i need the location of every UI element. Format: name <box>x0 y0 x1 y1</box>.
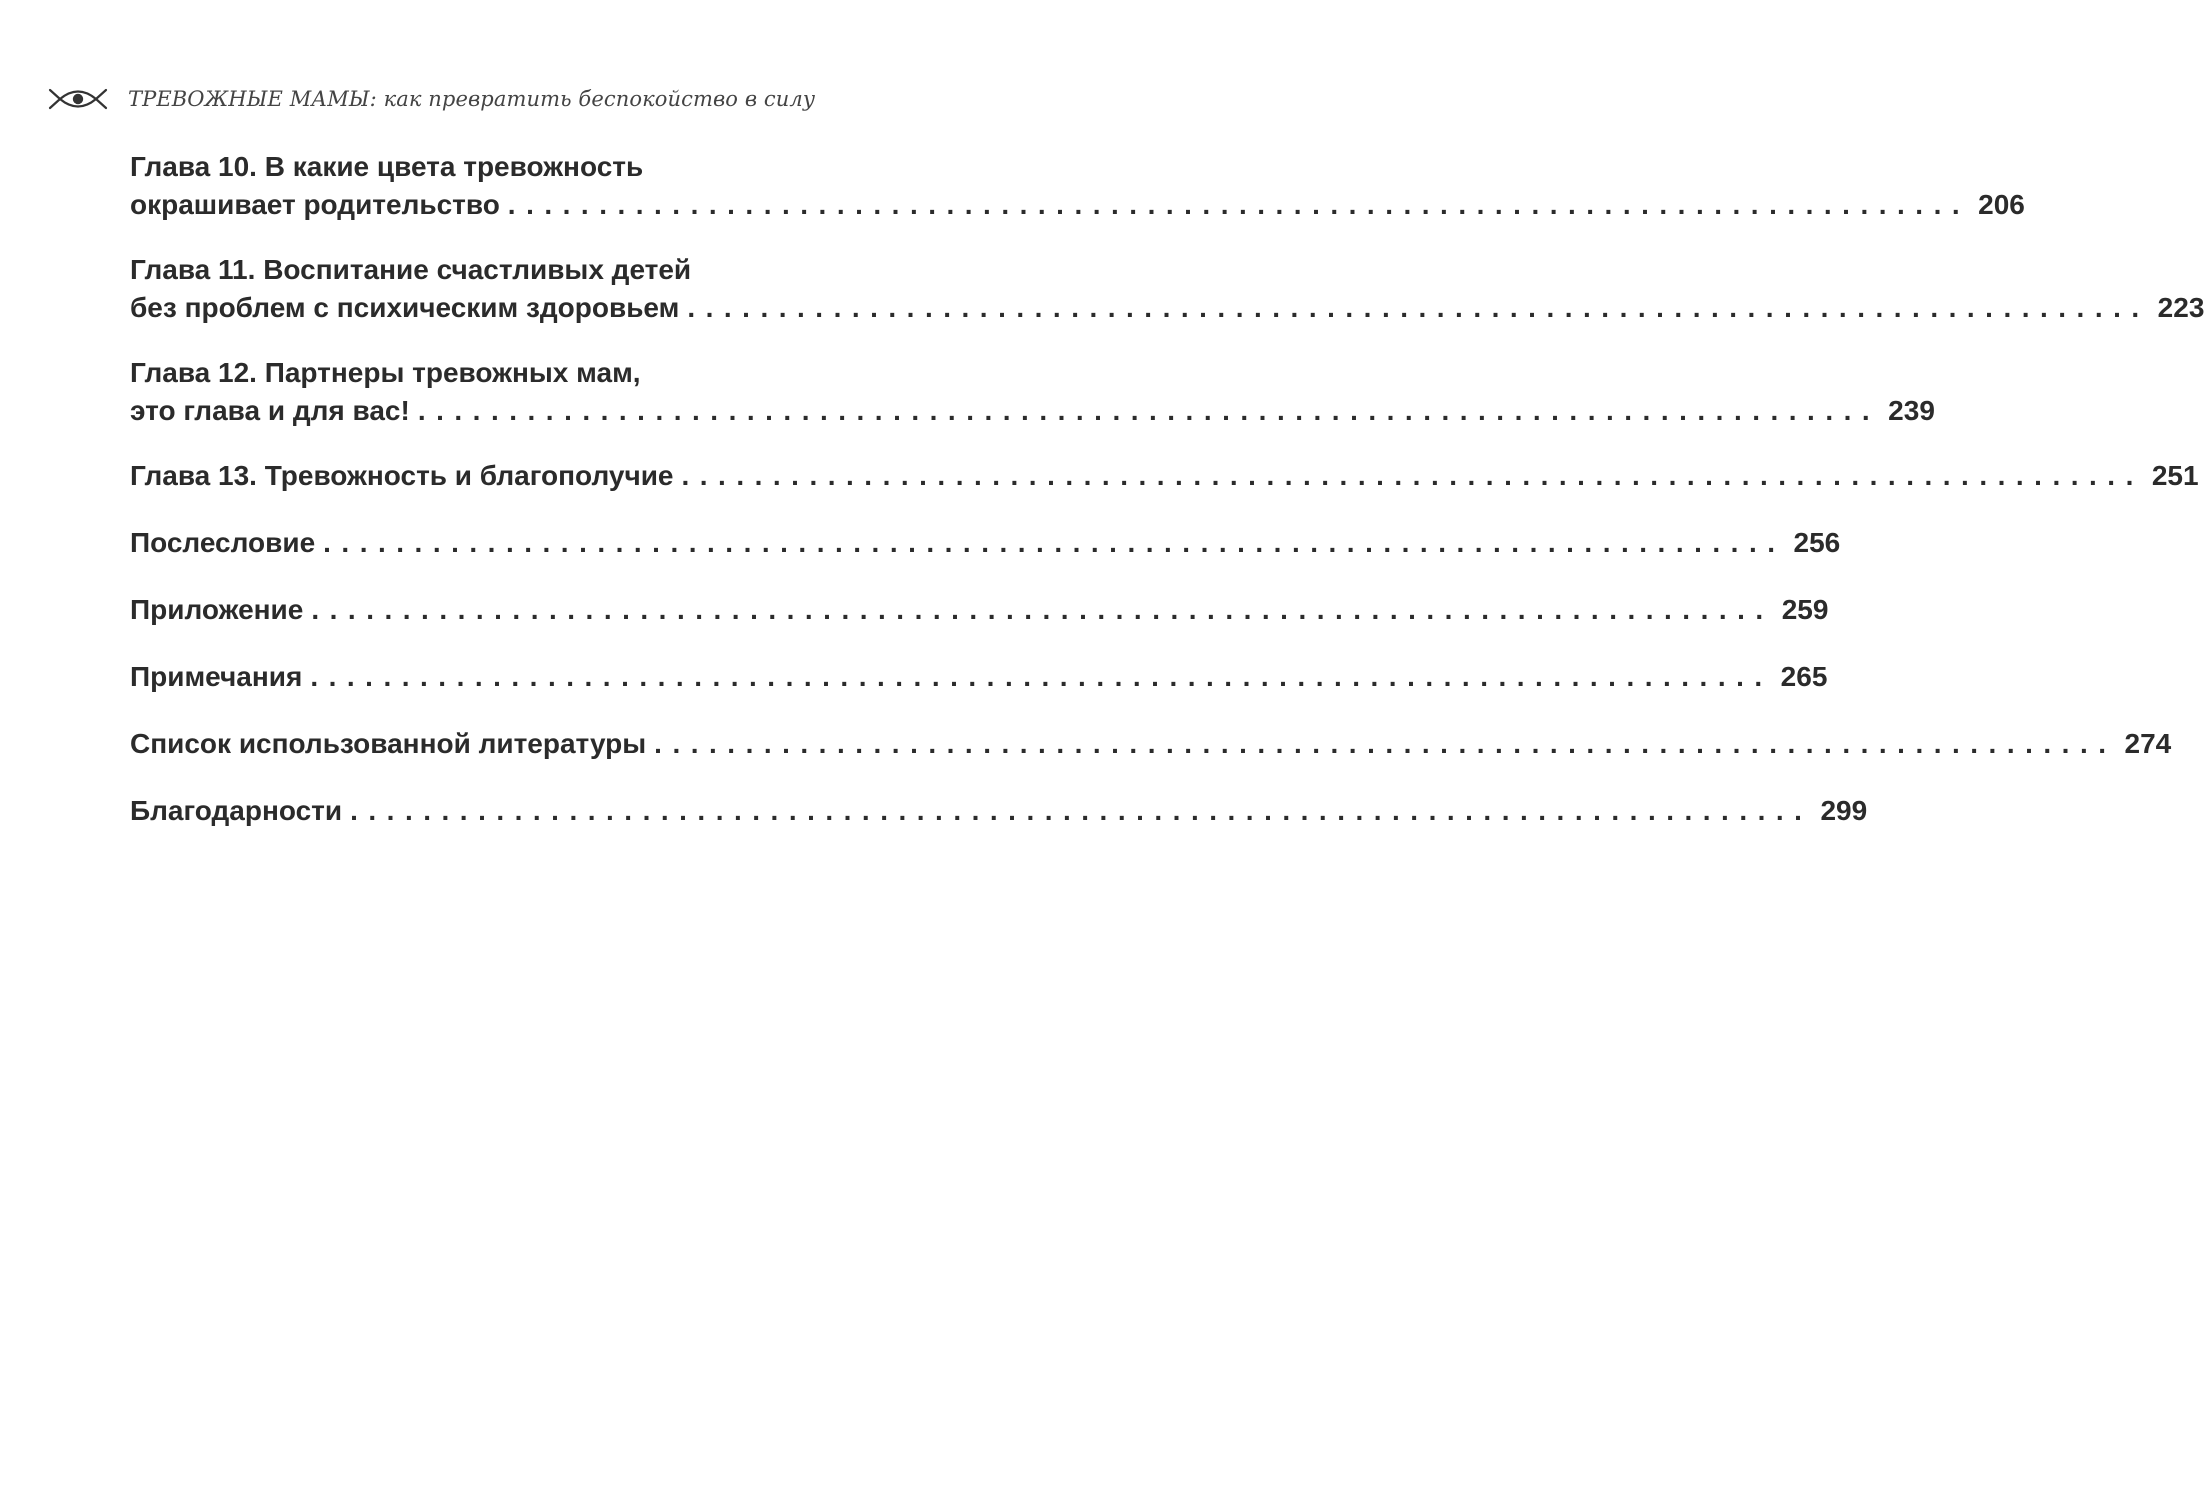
dot-leader: ................................................................................ <box>311 594 1774 625</box>
toc-entry-title-line1: Глава 11. Воспитание счастливых детей <box>130 254 692 285</box>
toc-entry-title: Приложение <box>130 594 304 625</box>
dot-leader: ................................................................................ <box>310 661 1773 692</box>
toc-entry-page: 256 <box>1793 527 1841 558</box>
toc-entry-title: Список использованной литературы <box>130 728 647 759</box>
toc-entry <box>130 148 2025 224</box>
toc-entry <box>130 658 1828 696</box>
dot-leader: ................................................................................ <box>687 292 2150 323</box>
running-header <box>48 84 815 114</box>
table-of-contents <box>130 148 2204 859</box>
toc-entry-title: Послесловие <box>130 527 316 558</box>
toc-entry-page: 251 <box>2151 460 2199 491</box>
toc-entry-page: 259 <box>1781 594 1829 625</box>
toc-entry-page: 274 <box>2124 728 2172 759</box>
dot-leader: ................................................................................ <box>350 795 1813 826</box>
toc-entry <box>130 725 2172 763</box>
toc-entry-page: 223 <box>2157 292 2204 323</box>
toc-entry <box>130 457 2199 495</box>
toc-entry-page: 299 <box>1820 795 1868 826</box>
toc-entry-title-line2: без проблем с психическим здоровьем <box>130 292 680 323</box>
toc-entry-title-line2: окрашивает родительство <box>130 189 500 220</box>
toc-entry-page: 239 <box>1888 395 1935 426</box>
dot-leader: ................................................................................ <box>417 395 1881 426</box>
toc-entry <box>130 251 2204 327</box>
toc-entry-page: 265 <box>1780 661 1828 692</box>
toc-entry <box>130 524 1841 562</box>
toc-entry-title-line2: это глава и для вас! <box>130 395 410 426</box>
toc-entry-title-line1: Глава 10. В какие цвета тревожность <box>130 151 644 182</box>
dot-leader: ................................................................................ <box>681 460 2144 491</box>
toc-entry-title: Благодарности <box>130 795 343 826</box>
toc-entry <box>130 792 1868 830</box>
toc-entry-title: Глава 13. Тревожность и благополучие <box>130 460 674 491</box>
toc-entry-title: Примечания <box>130 661 303 692</box>
toc-entry-page: 206 <box>1978 189 2025 220</box>
toc-entry <box>130 354 1935 430</box>
toc-entry-title-line1: Глава 12. Партнеры тревожных мам, <box>130 357 641 388</box>
toc-entry <box>130 591 1829 629</box>
eye-icon <box>48 86 108 112</box>
dot-leader: ................................................................................ <box>654 728 2117 759</box>
running-header-title: ТРЕВОЖНЫЕ МАМЫ: как превратить беспокойство в силу <box>128 87 816 111</box>
dot-leader: ................................................................................ <box>323 527 1786 558</box>
dot-leader: ................................................................................ <box>507 189 1971 220</box>
